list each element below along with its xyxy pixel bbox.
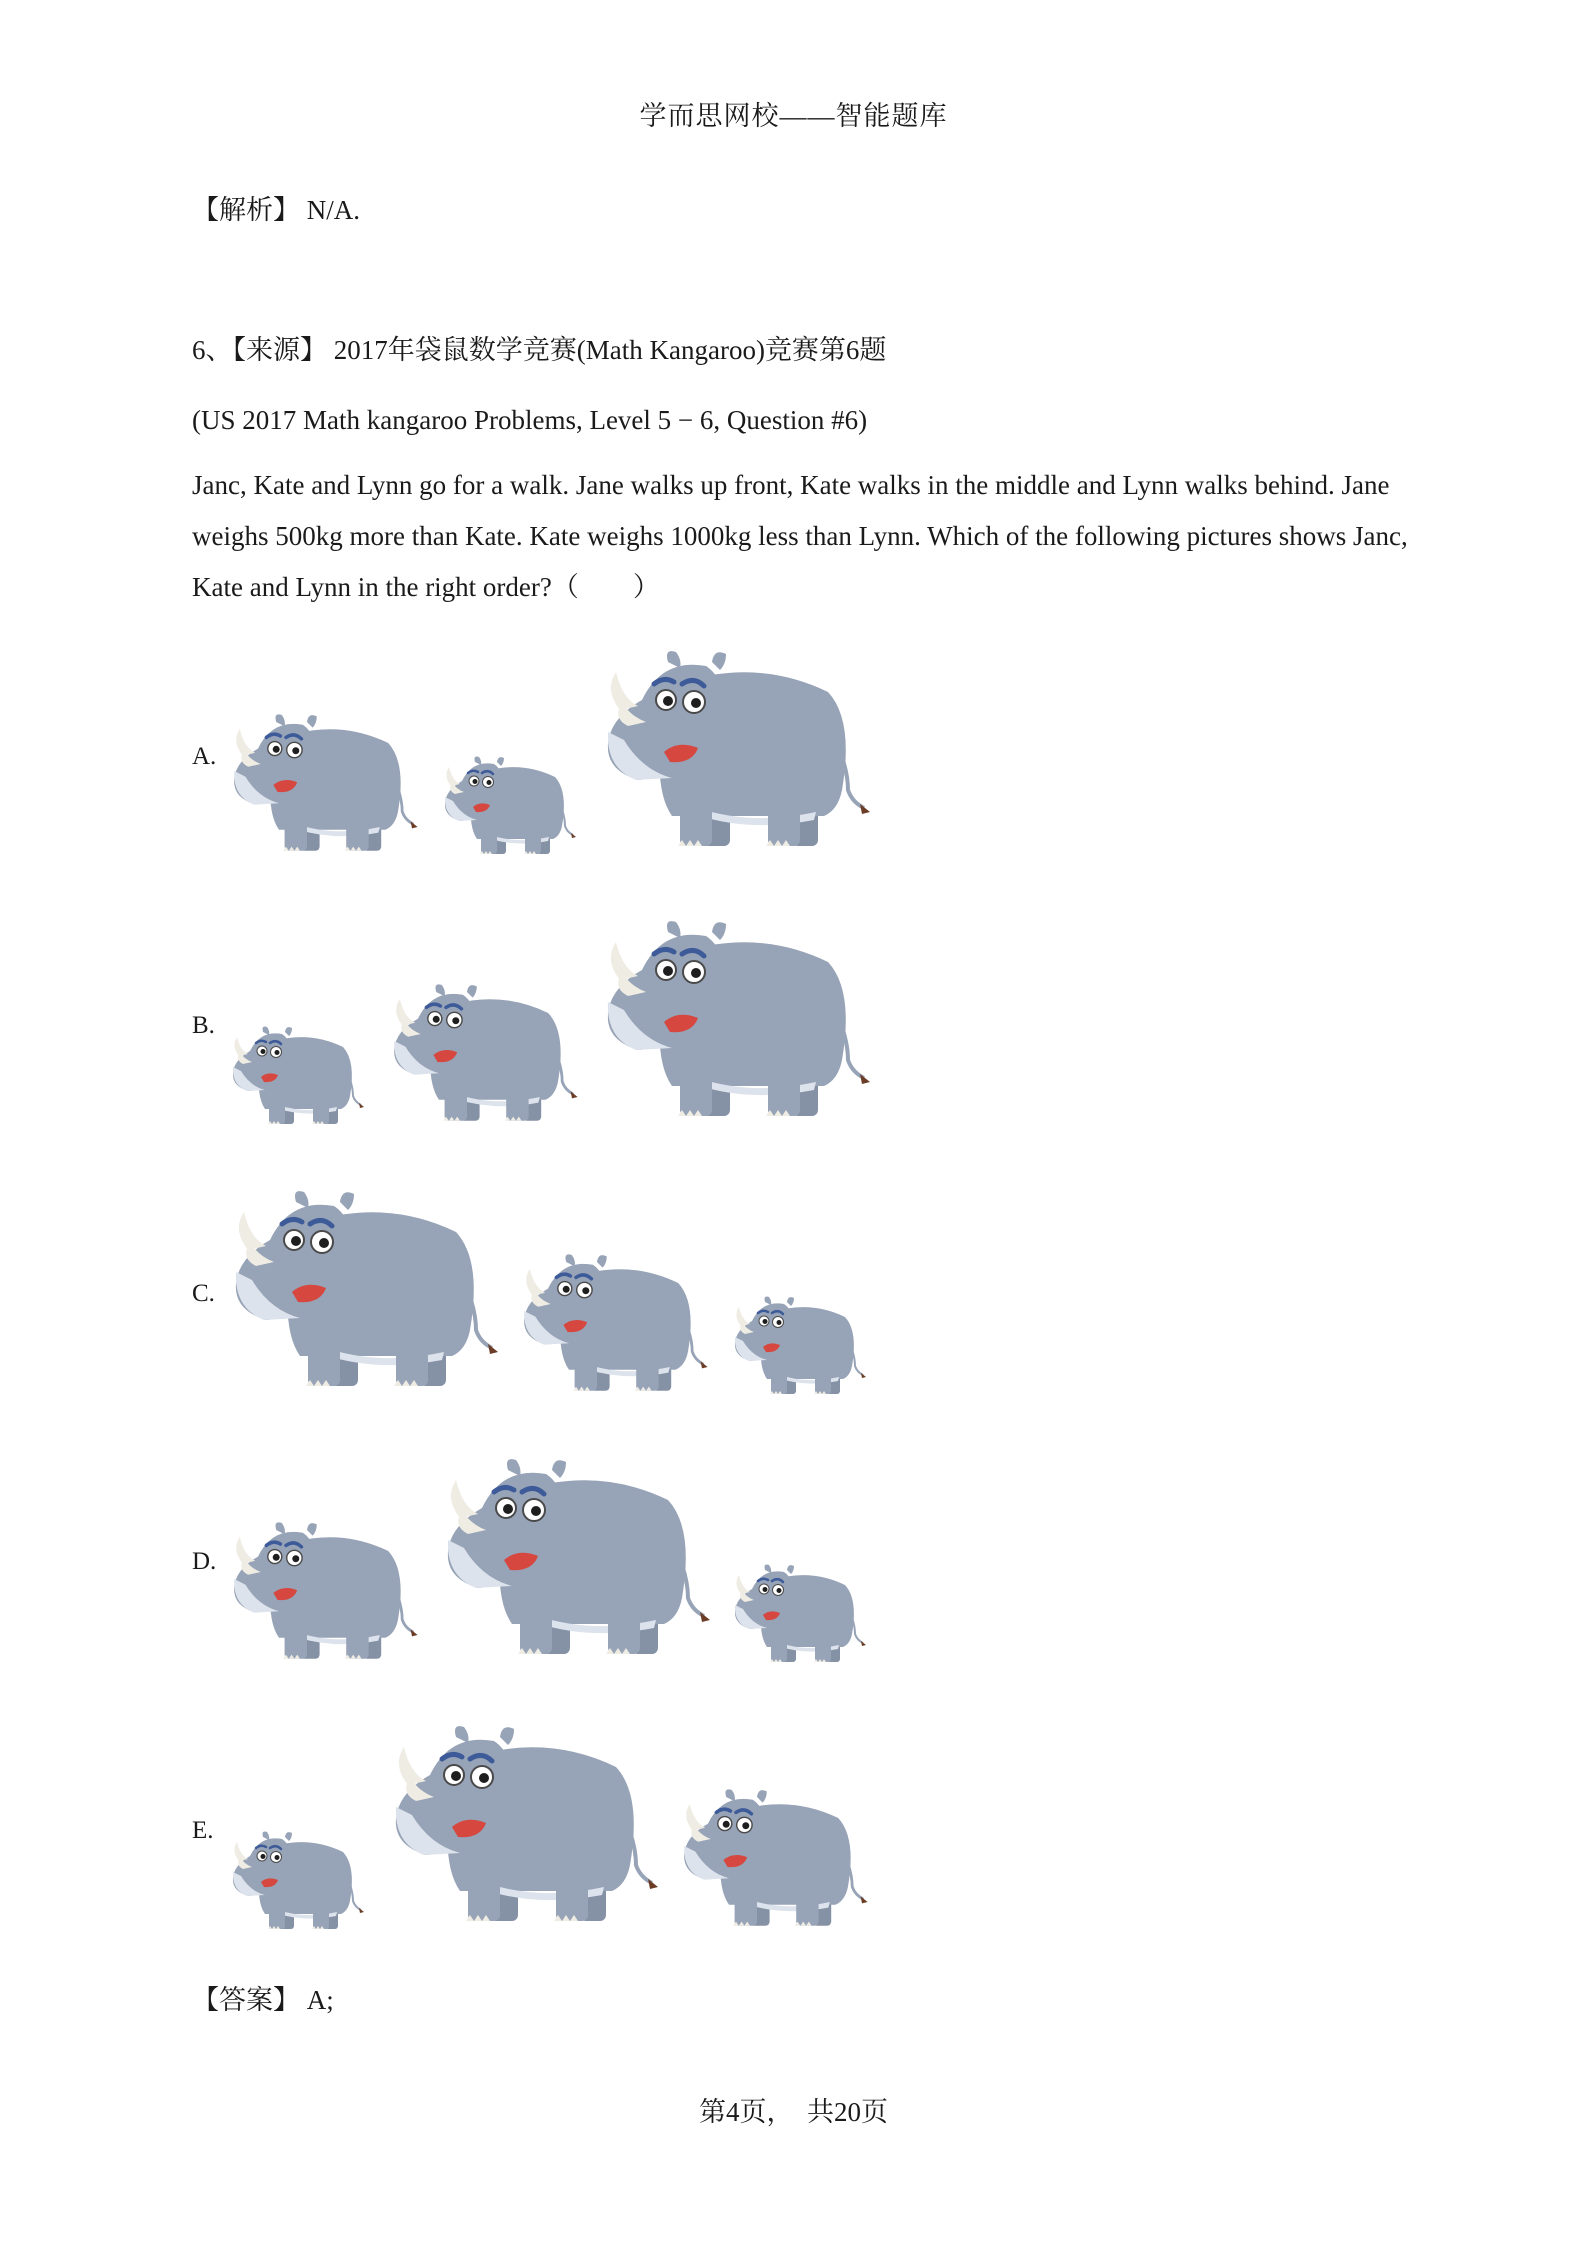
question-body: Janc, Kate and Lynn go for a walk. Jane walks up front, Kate walks in the middle and Lynn walks behind. Jane weighs 500kg more than Kate. Kate weighs 1000kg less than Lynn. Which of the following pictures shows Janc, Kate and Lynn in the right order?（ ） [192, 470, 1408, 602]
rhino-large [448, 1459, 710, 1654]
rhino-large [396, 1726, 658, 1921]
rhino-small [445, 757, 576, 854]
answer-text: A; [306, 1985, 334, 2015]
rhino-medium [684, 1789, 867, 1925]
question-source [192, 332, 886, 368]
option-e-label: E. [192, 1817, 214, 1844]
analysis-label: 【解析】 [192, 195, 300, 225]
answer [192, 1982, 334, 2018]
rhino-small [735, 1297, 866, 1394]
option-d-label: D. [192, 1548, 217, 1575]
option-a-picture [230, 640, 1110, 870]
source-text: 2017年袋鼠数学竞赛(Math Kangaroo)竞赛第6题 [333, 335, 887, 365]
rhino-large [608, 921, 870, 1116]
rhino-large [236, 1191, 498, 1386]
option-e-picture [230, 1715, 1110, 1945]
option-b-label: B. [192, 1012, 215, 1039]
rhino-small [233, 1027, 364, 1124]
previous-analysis [192, 192, 360, 228]
page-footer: 第4页， 共20页 [699, 2097, 888, 2127]
rhino-medium [524, 1254, 707, 1390]
option-a-label: A. [192, 743, 217, 770]
rhino-small [233, 1832, 364, 1929]
rhino-medium [234, 1522, 417, 1658]
rhino-large [608, 651, 870, 846]
question-number: 6、 [192, 335, 233, 365]
option-d-picture [230, 1448, 1110, 1678]
option-c-label: C. [192, 1280, 215, 1307]
answer-label: 【答案】 [192, 1985, 300, 2015]
rhino-medium [234, 714, 417, 850]
page-header: 学而思网校——智能题库 [639, 101, 948, 131]
source-label: 【来源】 [232, 335, 327, 365]
option-c-picture [230, 1180, 1110, 1410]
analysis-text: N/A. [306, 195, 360, 225]
option-b-picture [230, 910, 1110, 1140]
rhino-medium [394, 984, 577, 1120]
rhino-small [735, 1565, 866, 1662]
question-subtitle: (US 2017 Math kangaroo Problems, Level 5 − 6, Question #6) [192, 405, 868, 435]
